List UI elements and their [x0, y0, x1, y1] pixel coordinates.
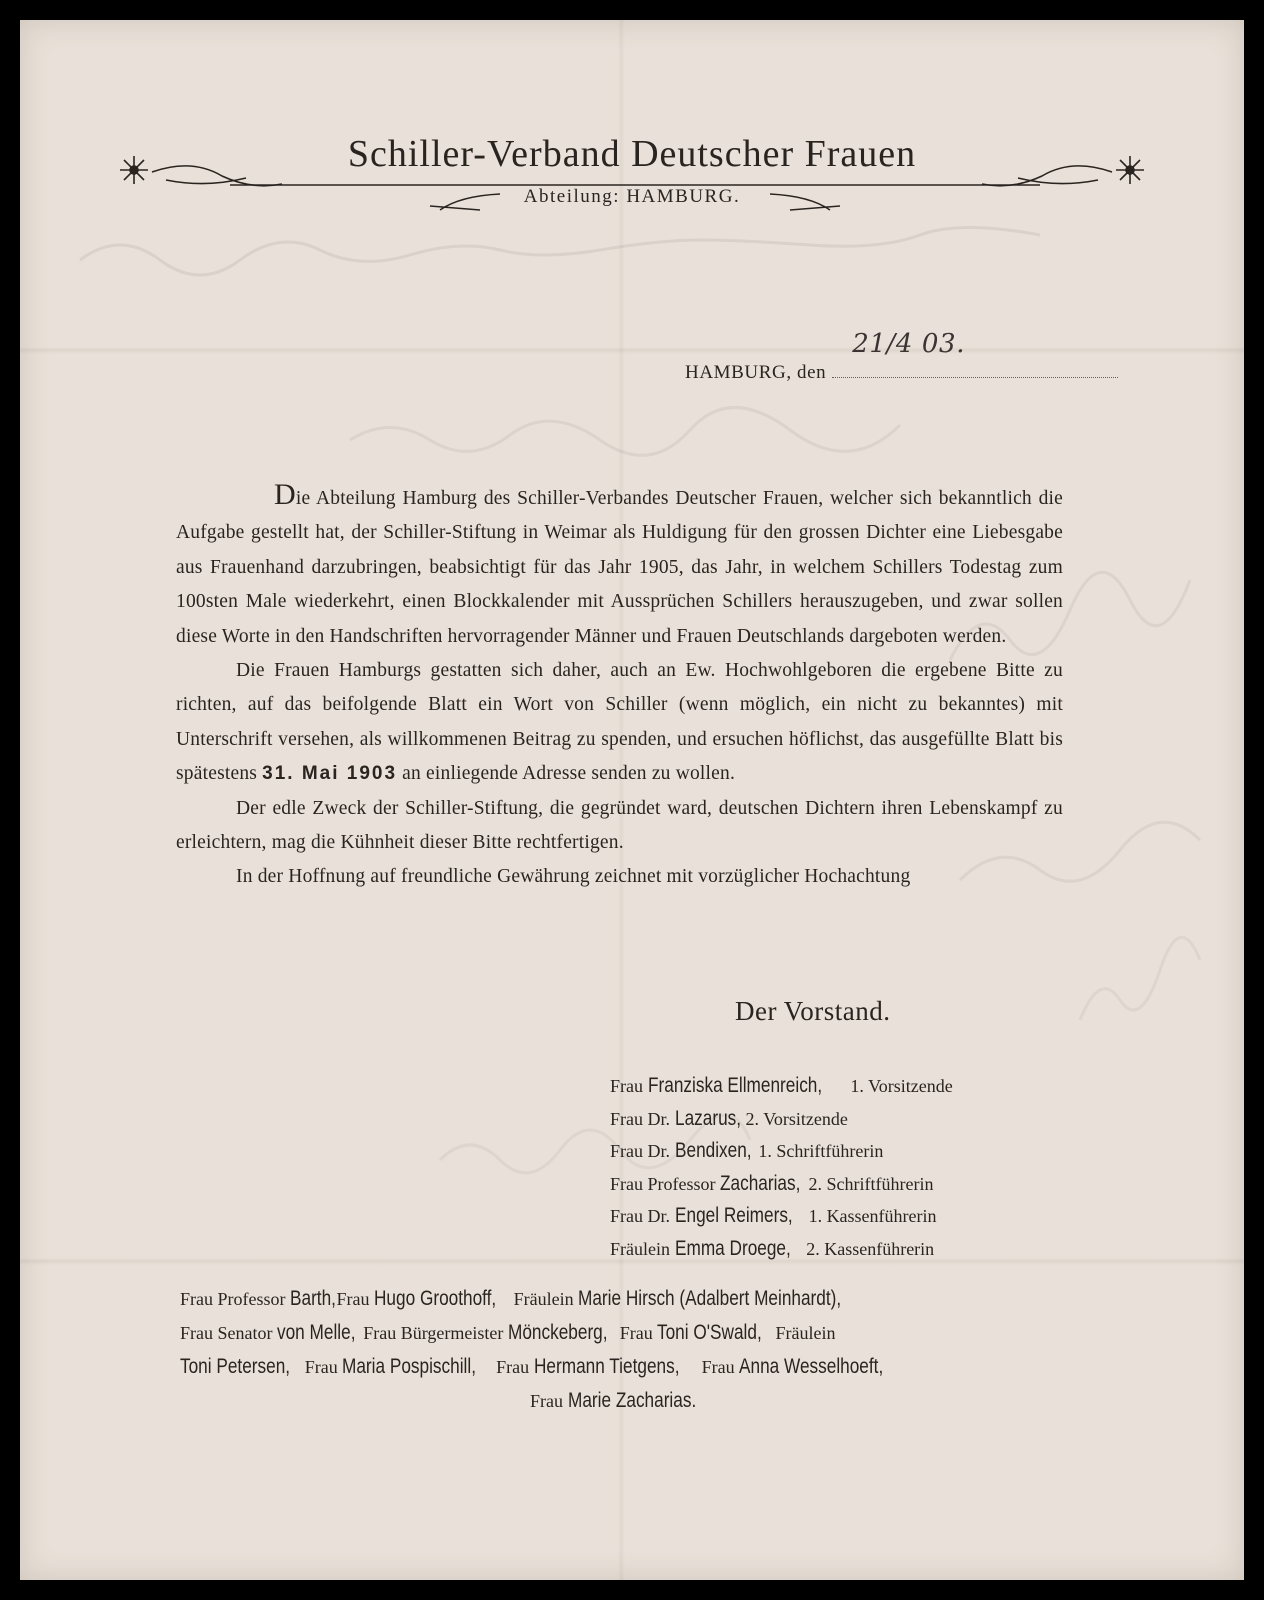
members-line-1: Frau Professor Barth, Frau Hugo Groothoff, Fräulein Marie Hirsch (Adalbert Meinhardt), — [180, 1287, 842, 1310]
letterhead-title: Schiller-Verband Deutscher Frauen — [347, 133, 917, 175]
paragraph-1: Die Abteilung Hamburg des Schiller-Verbandes Deutscher Frauen, welcher sich bekanntlich die Aufgabe gestellt hat, der Schiller-Stiftung in Weimar als Huldigung für den grossen Dichter eine Liebesgabe aus Frauenhand darzubringen, beabsichtigt für das Jahr 1905, das Jahr, in welchem Schillers Todestag zum 100sten Male wiederkehrt, einen Blockkalender mit Aussprüchen Schillers herauszugeben, und zwar sollen diese Worte in den Handschriften hervorragender Männer und Frauen Deutschlands dargeboten werden. — [176, 478, 1063, 647]
initial-letter: D — [274, 478, 296, 511]
members-line-2: Frau Senator von Melle, Frau Bürgermeister Mönckeberg, Frau Toni O'Swald, Fräulein — [180, 1321, 836, 1344]
members-line-3: Toni Petersen, Frau Maria Pospischill, Frau Hermann Tietgens, Frau Anna Wesselhoeft, — [180, 1355, 884, 1378]
board-row: Frau Dr. Bendixen, 1. Schriftführerin — [610, 1139, 884, 1163]
date-field — [832, 329, 1118, 378]
dateline — [685, 329, 1118, 384]
board-row: Frau Professor Zacharias, 2. Schriftführerin — [610, 1171, 934, 1195]
board-row: Frau Dr. Engel Reimers, 1. Kassenführerin — [610, 1204, 937, 1228]
letter-page — [20, 20, 1244, 1580]
signature-heading: Der Vorstand. — [735, 996, 891, 1026]
paragraph-3: Der edle Zweck der Schiller-Stiftung, die gegründet ward, deutschen Dichtern ihren Lebenskampf zu erleichtern, mag die Kühnheit dieser Bitte rechtfertigen. — [176, 797, 1063, 854]
members-line-4: Frau Marie Zacharias. — [530, 1389, 696, 1412]
board-list — [610, 1070, 953, 1266]
letterhead-subtitle: Abteilung: HAMBURG. — [523, 186, 741, 207]
board-row: Frau Franziska Ellmenreich, 1. Vorsitzende — [610, 1074, 953, 1097]
letter-body — [176, 478, 1063, 895]
paragraph-4: In der Hoffnung auf freundliche Gewährung zeichnet mit vorzüglicher Hochachtung — [236, 866, 911, 888]
board-row: Fräulein Emma Droege, 2. Kassenführerin — [610, 1236, 935, 1260]
members-list — [180, 1282, 1060, 1418]
deadline-date: 31. Mai 1903 — [262, 763, 398, 785]
dateline-place: HAMBURG, den — [685, 362, 827, 383]
board-row: Frau Dr. Lazarus, 2. Vorsitzende — [610, 1106, 848, 1130]
handwritten-date: 21/4 03. — [852, 329, 966, 359]
paragraph-2: Die Frauen Hamburgs gestatten sich daher, auch an Ew. Hochwohlgeboren die ergebene Bitte zu richten, auf das beifolgende Blatt ein Wort von Schiller (wenn möglich, ein nicht zu bekanntes) mit Unterschrift versehen, als willkommenen Beitrag zu spenden, und ersuchen höflichst, das ausgefüllte Blatt bis spätestens 31. Mai 1903 an einliegende Adresse senden zu wollen. — [176, 660, 1063, 785]
